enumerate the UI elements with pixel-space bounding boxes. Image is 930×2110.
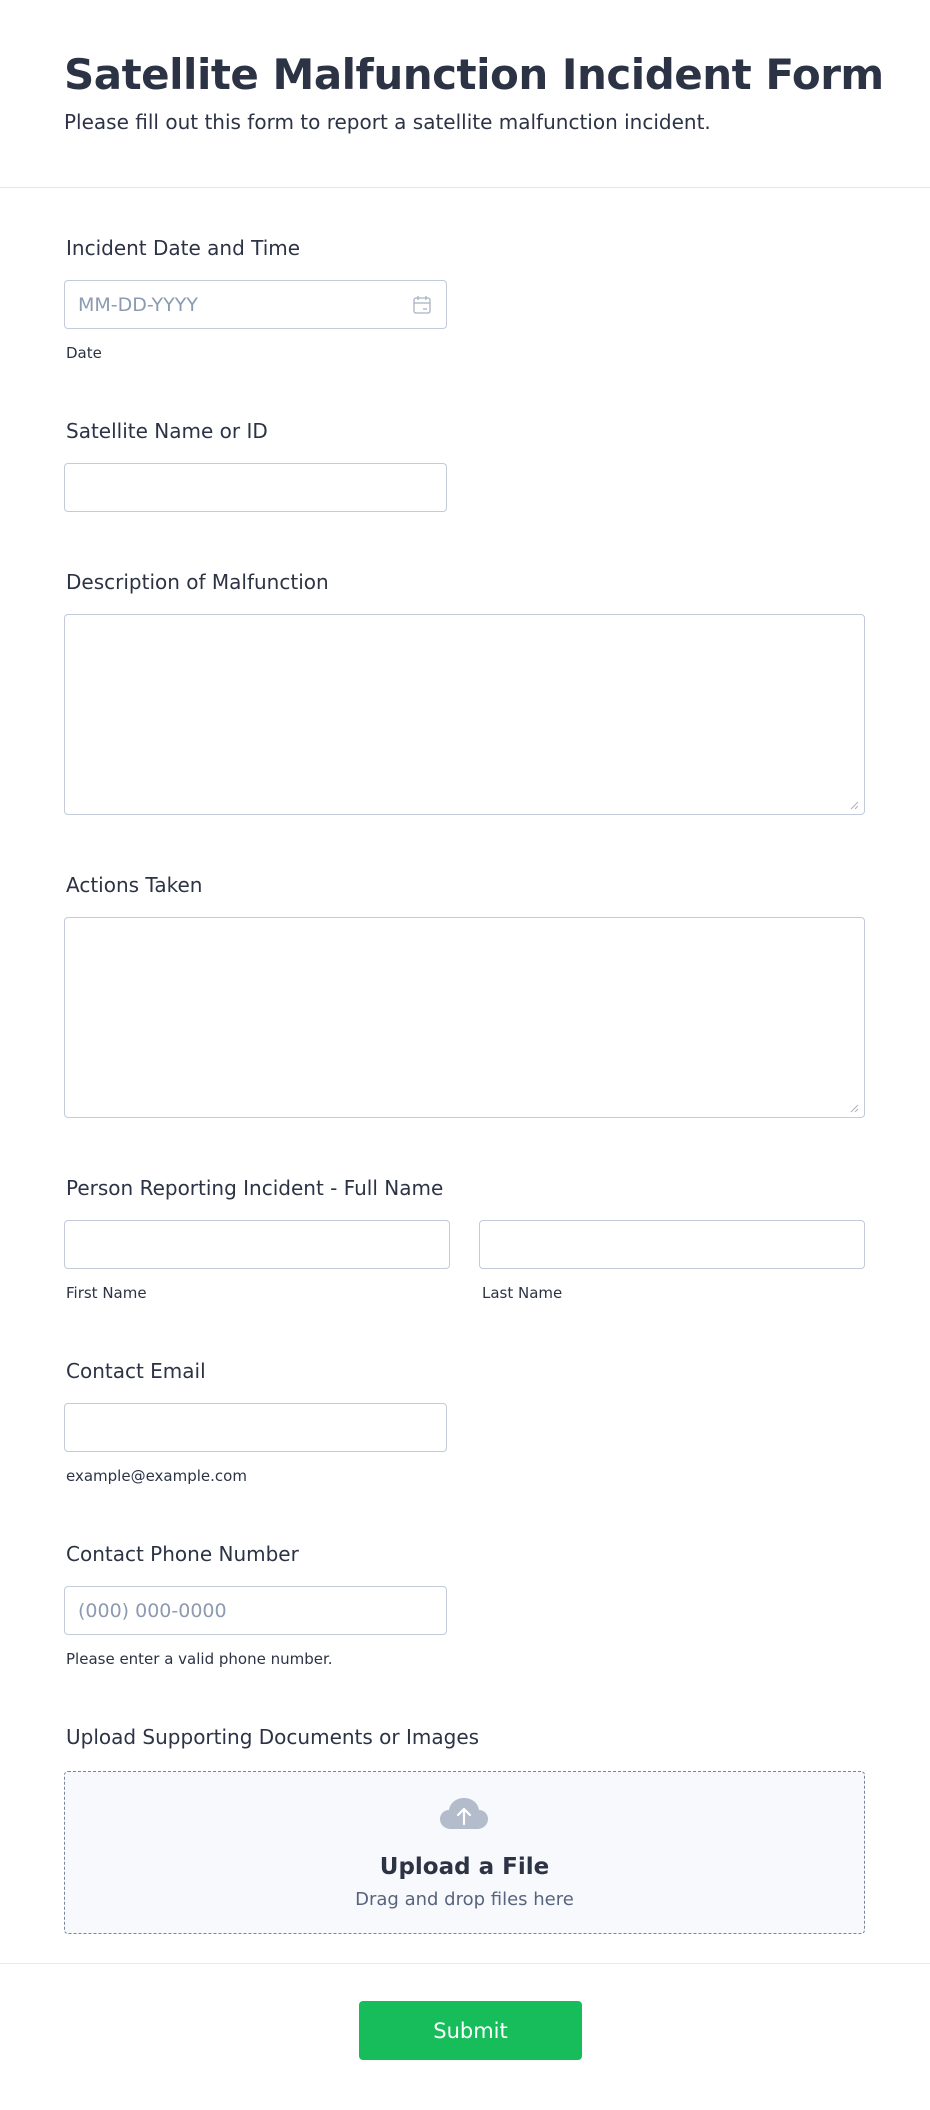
upload-label: Upload Supporting Documents or Images — [66, 1725, 480, 1749]
page-subtitle: Please fill out this form to report a satellite malfunction incident. — [64, 110, 711, 134]
form-header — [0, 0, 930, 188]
satellite-input[interactable] — [64, 463, 447, 512]
footer-divider — [0, 1963, 930, 1964]
file-upload-dropzone[interactable] — [64, 1771, 865, 1934]
description-label: Description of Malfunction — [66, 570, 329, 594]
last-name-input[interactable] — [479, 1220, 865, 1269]
upload-subtitle: Drag and drop files here — [355, 1889, 574, 1910]
cloud-upload-icon — [439, 1796, 489, 1832]
page-title: Satellite Malfunction Incident Form — [64, 50, 884, 99]
actions-label: Actions Taken — [66, 873, 203, 897]
first-name-input[interactable] — [64, 1220, 450, 1269]
incident-date-label: Incident Date and Time — [66, 236, 301, 260]
upload-title: Upload a File — [379, 1854, 550, 1880]
phone-input[interactable] — [64, 1586, 447, 1635]
incident-date-input[interactable] — [64, 280, 447, 329]
email-label: Contact Email — [66, 1359, 206, 1383]
email-input[interactable] — [64, 1403, 447, 1452]
submit-button[interactable]: Submit — [359, 2001, 582, 2060]
reporter-label: Person Reporting Incident - Full Name — [66, 1176, 444, 1200]
resize-grip-icon[interactable] — [849, 800, 859, 810]
resize-grip-icon[interactable] — [849, 1103, 859, 1113]
phone-sublabel: Please enter a valid phone number. — [66, 1650, 333, 1668]
actions-textarea[interactable] — [64, 917, 865, 1118]
phone-label: Contact Phone Number — [66, 1542, 299, 1566]
description-textarea[interactable] — [64, 614, 865, 815]
email-sublabel: example@example.com — [66, 1467, 247, 1485]
first-name-sublabel: First Name — [66, 1284, 147, 1302]
last-name-sublabel: Last Name — [482, 1284, 563, 1302]
calendar-icon[interactable] — [413, 295, 431, 315]
satellite-label: Satellite Name or ID — [66, 419, 268, 443]
incident-date-sublabel: Date — [66, 344, 102, 362]
